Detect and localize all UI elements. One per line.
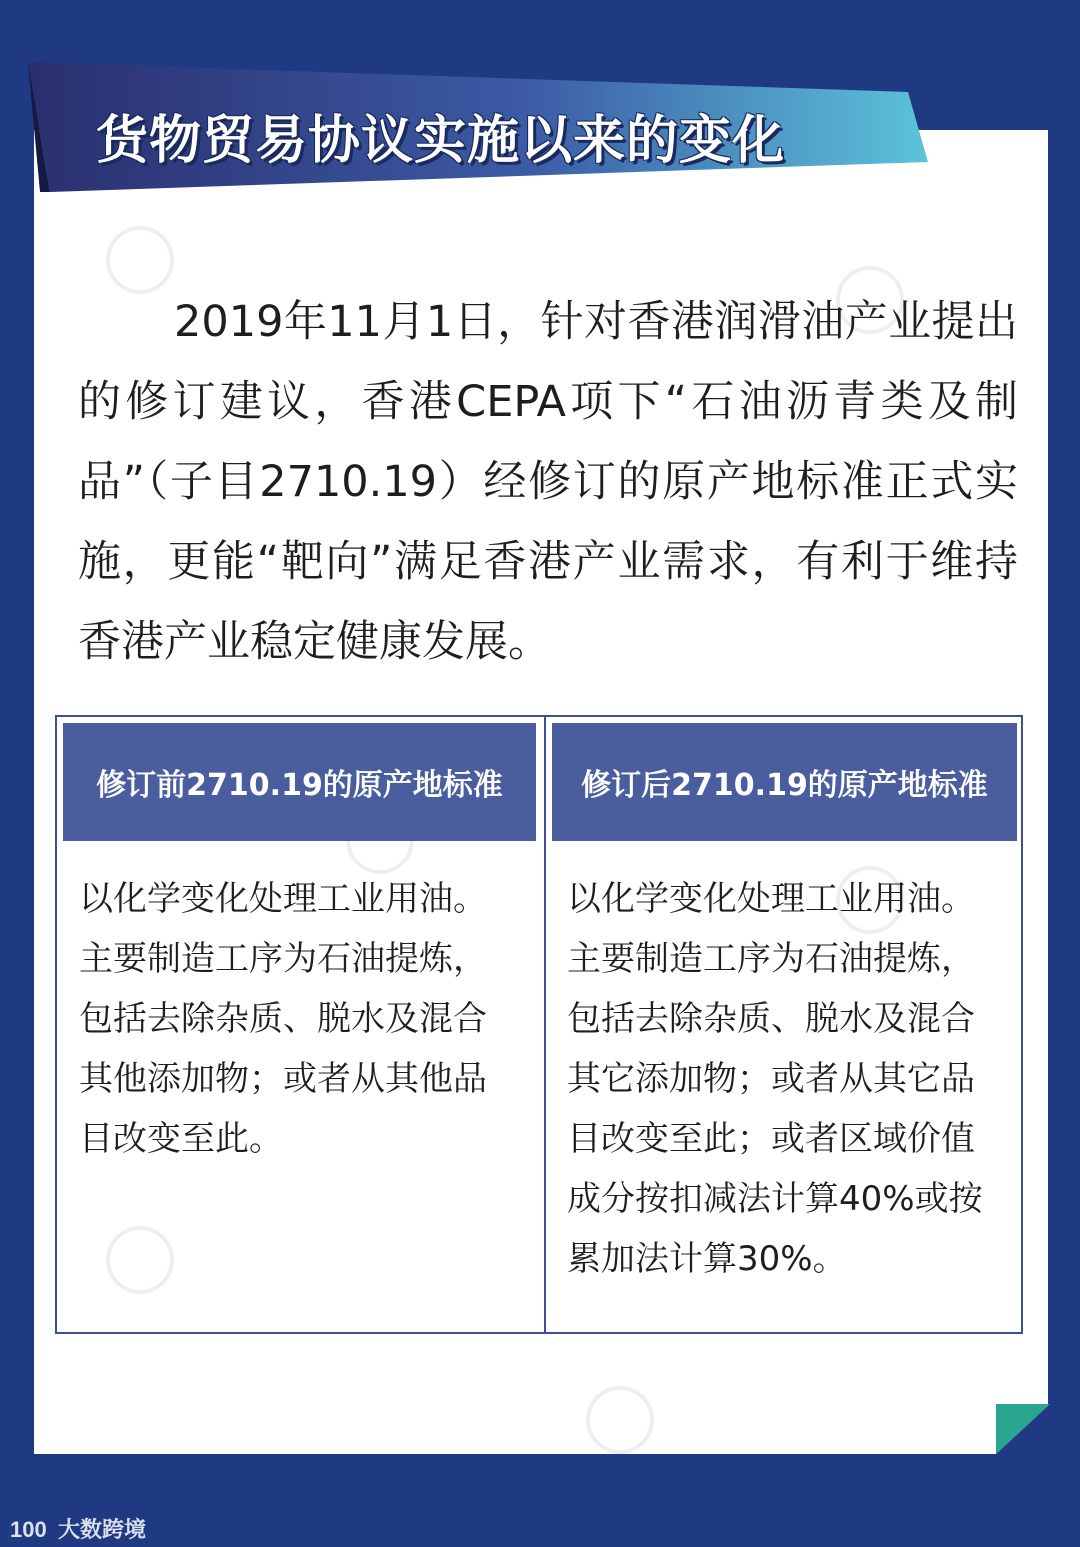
cell-line: 目改变至此；或者区域价值 — [567, 1119, 975, 1159]
cell-line: 成分按扣减法计算40%或按 — [567, 1179, 983, 1219]
cell-line: 其它添加物；或者从其它品 — [567, 1059, 975, 1099]
cell-line: 其他添加物；或者从其他品 — [79, 1059, 487, 1099]
cell-line: 主要制造工序为石油提炼， — [567, 939, 975, 979]
page-title: 货物贸易协议实施以来的变化 — [96, 111, 786, 171]
footer-brand-text: 大数跨境 — [58, 1517, 147, 1543]
table-header-before: 修订前2710.19的原产地标准 — [63, 723, 536, 841]
intro-paragraph: 2019年11月1日，针对香港润滑油产业提出的修订建议，香港CEPA项下“石油沥青类及制品”（子目2710.19）经修订的原产地标准正式实施，更能“靶向”满足香港产业需求，有利于维持香港产业稳定健康发展。 — [78, 297, 1018, 667]
brand-logo-icon — [8, 1513, 52, 1543]
footer-brand — [8, 1510, 146, 1546]
table-cell-before — [79, 869, 529, 1169]
svg-text:100: 100 — [10, 1517, 47, 1542]
comparison-table — [55, 715, 1023, 1334]
cell-line: 目改变至此。 — [79, 1119, 283, 1159]
cell-line: 包括去除杂质、脱水及混合 — [79, 999, 487, 1039]
column-divider — [544, 717, 546, 1332]
cell-line: 主要制造工序为石油提炼， — [79, 939, 487, 979]
title-banner — [28, 62, 928, 192]
cell-line: 以化学变化处理工业用油。 — [567, 879, 975, 919]
watermark-logo — [580, 1380, 700, 1460]
table-header-after: 修订后2710.19的原产地标准 — [552, 723, 1017, 841]
cell-line: 累加法计算30%。 — [567, 1239, 847, 1279]
table-cell-after — [567, 869, 1012, 1289]
cell-line: 以化学变化处理工业用油。 — [79, 879, 487, 919]
folded-corner-icon — [996, 1404, 1050, 1454]
cell-line: 包括去除杂质、脱水及混合 — [567, 999, 975, 1039]
